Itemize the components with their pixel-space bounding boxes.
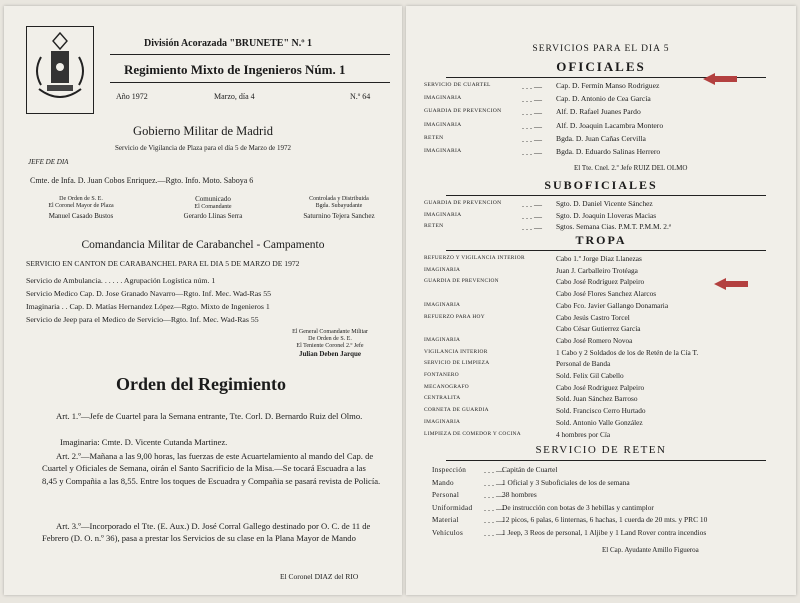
- tropa-heading: TROPA: [575, 233, 627, 247]
- issue-year: Año 1972: [116, 92, 148, 101]
- service-role: GUARDIA DE PREVENCION: [424, 278, 499, 285]
- service-assignee: Cabo José Rodríguez Palpeiro: [556, 277, 645, 287]
- service-role: RETEN: [424, 223, 444, 229]
- service-role: Mando: [432, 478, 454, 487]
- service-role: REFUERZO Y VIGILANCIA INTERIOR: [424, 255, 525, 261]
- service-role: Personal: [432, 491, 460, 500]
- leader-dots: . . . —: [522, 134, 542, 144]
- service-assignee: 38 hombres: [502, 490, 537, 500]
- service-role: Vehículos: [432, 529, 464, 537]
- service-role: IMAGINARIA: [424, 95, 462, 102]
- service-role: REFUERZO PARA HOY: [424, 313, 485, 320]
- service-role: IMAGINARIA: [424, 121, 462, 128]
- services-title: SERVICIOS PARA EL DIA 5: [532, 44, 670, 54]
- orden-art1-imaginaria: Imaginaria: Cmte. D. Vicente Cutanda Martinez.: [60, 437, 228, 447]
- service-assignee: Cabo 1.º Jorge Diaz Llanezas: [556, 254, 642, 263]
- service-assignee: Sold. Francisco Cerro Hurtado: [556, 406, 646, 416]
- comandancia-sign-name: Julian Deben Jarque: [298, 350, 362, 358]
- service-assignee: Alf. D. Joaquin Lacambra Montero: [556, 120, 664, 130]
- service-assignee: Alf. D. Rafael Juanes Pardo: [556, 107, 641, 117]
- service-assignee: Cabo César Gutierrez García: [556, 324, 641, 334]
- orden-art3: Art. 3.º—Incorporado el Tte. (E. Aux.) D. José Corral Gallego destinado por O. C. de 11 de Febrero (D. O. n.º 36), pasa a prestar los Servicios de su clase en la Plana Mayor de Mando: [42, 521, 371, 544]
- leader-dots: . . . —: [522, 121, 542, 131]
- highlight-arrow-icon: [714, 278, 748, 290]
- orden-art1: Art. 1.º—Jefe de Cuartel para la Semana entrante, Tte. Corl. D. Bernardo Ruiz del Olmo.: [56, 411, 363, 421]
- sign2-name: Gerardo Llinas Serra: [183, 212, 243, 220]
- service-assignee: Capitán de Cuartel: [502, 465, 558, 474]
- right-page: [406, 6, 796, 595]
- sign1-top: De Orden de S. E.: [59, 196, 103, 202]
- service-assignee: Sgto. D. Joaquin Lloveras Macias: [556, 210, 657, 220]
- comandancia-line: Imaginaria . . Cap. D. Matías Hernandez López—Rgto. Mixto de Ingenieros 1: [26, 302, 270, 311]
- issue-date: Marzo, día 4: [214, 92, 255, 101]
- service-assignee: Juan J. Carballeiro Trotéaga: [556, 265, 638, 275]
- leader-dots: . . . —: [522, 148, 542, 157]
- service-assignee: Cabo Jesús Castro Torcel: [556, 312, 630, 322]
- service-assignee: Cabo Fco. Javier Gallango Donamaria: [556, 300, 669, 310]
- service-assignee: De instrucción con botas de 3 hebillas y cantimplor: [502, 502, 654, 512]
- service-role: Inspección: [432, 466, 467, 474]
- service-role: IMAGINARIA: [424, 336, 461, 343]
- service-assignee: Cap. D. Fermín Manso Rodriguez: [556, 81, 660, 90]
- leader-dots: . . . —: [522, 223, 542, 232]
- leader-dots: . . . —: [484, 478, 504, 488]
- orden-signature: El Coronel DIAZ del RIO: [280, 572, 359, 581]
- service-assignee: 1 Jeep, 3 Reos de personal, 1 Aljibe y 1 Land Rover contra incendios: [502, 528, 707, 537]
- service-role: Uniformidad: [432, 503, 473, 512]
- jefe-de-dia-heading: JEFE DE DIA: [28, 158, 69, 166]
- service-assignee: Sgtos. Semana Cias. P.M.T. P.M.M. 2.ª: [556, 222, 671, 231]
- reten-heading: SERVICIO DE RETEN: [535, 444, 667, 456]
- sign2-mid: El Comandante: [194, 204, 232, 210]
- service-role: IMAGINARIA: [424, 148, 462, 154]
- leader-dots: . . . —: [522, 95, 542, 105]
- comandancia-line: Servicio de Jeep para el Medico de Servicio—Rgto. Inf. Mec. Wad-Ras 55: [26, 315, 259, 324]
- leader-dots: . . . —: [484, 529, 504, 538]
- highlight-arrow-icon: [703, 73, 737, 85]
- service-role: SERVICIO DE LIMPIEZA: [424, 360, 490, 367]
- orden-title: Orden del Regimiento: [116, 374, 286, 394]
- orden-art2: Art. 2.º—Mañana a las 9,00 horas, las fuerzas de este Acuartelamiento al mando del Cap. de Cuartel y Oficiales de Semana, oirán el Santo Sacrificio de la Misa.—Se tocará Escuadra a las 8,45 y Compañia a las 8,55. Entre los toques de Escuadra y Compañia se pasará revista de Policía.: [42, 451, 381, 486]
- service-assignee: Bgda. D. Juan Cañas Cervilla: [556, 133, 646, 143]
- service-role: GUARDIA DE PREVENCION: [424, 200, 502, 206]
- service-assignee: Sold. Antonio Valle González: [556, 417, 643, 427]
- service-assignee: Cabo José Rodriguez Palpeiro: [556, 382, 645, 392]
- service-role: IMAGINARIA: [424, 266, 461, 273]
- service-role: CORNETA DE GUARDIA: [424, 407, 489, 414]
- sign2-top: Comunicado: [195, 195, 231, 203]
- leader-dots: . . . —: [484, 503, 504, 513]
- oficiales-footer: El Tte. Cnel. 2.º Jefe RUIZ DEL OLMO: [574, 164, 688, 172]
- service-role: IMAGINARIA: [424, 301, 461, 308]
- comandancia-line: Servicio de Ambulancia. . . . . . Agrupación Logística núm. 1: [26, 276, 216, 285]
- service-assignee: Personal de Banda: [556, 359, 611, 369]
- service-role: LIMPIEZA DE COMEDOR Y COCINA: [424, 430, 521, 437]
- sign3-top: Controlada y Distribuida: [309, 196, 369, 202]
- leader-dots: . . . —: [522, 200, 542, 209]
- comandancia-title: Comandancia Militar de Carabanchel - Campamento: [81, 239, 325, 251]
- service-role: GUARDIA DE PREVENCION: [424, 108, 502, 115]
- division-header: División Acorazada "BRUNETE" N.º 1: [144, 38, 313, 49]
- left-page: [4, 6, 402, 595]
- service-role: SERVICIO DE CUARTEL: [424, 82, 491, 88]
- service-assignee: Sold. Juan Sánchez Barroso: [556, 394, 638, 404]
- regiment-title: Regimiento Mixto de Ingenieros Núm. 1: [124, 62, 346, 77]
- service-role: CENTRALITA: [424, 395, 461, 402]
- leader-dots: . . . —: [522, 82, 542, 91]
- service-assignee: 4 hombres por Cía: [556, 429, 611, 439]
- service-role: MECANOGRAFO: [424, 383, 469, 390]
- service-assignee: 12 picos, 6 palas, 6 linternas, 6 hachas, 1 cuerda de 20 mts. y PRC 10: [502, 515, 708, 525]
- reten-footer: El Cap. Ayudante Amillo Figueroa: [602, 546, 699, 554]
- service-assignee: 1 Cabo y 2 Soldados de los de Retén de la Cía T.: [556, 347, 699, 357]
- oficiales-heading: OFICIALES: [556, 59, 646, 74]
- sign1-mid: El Coronel Mayor de Plaza: [48, 203, 114, 209]
- comandancia-line: Servicio Medico Cap. D. Jose Granado Navarro—Rgto. Inf. Mec. Wad-Ras 55: [26, 289, 271, 298]
- service-role: IMAGINARIA: [424, 211, 462, 218]
- service-role: VIGILANCIA INTERIOR: [424, 348, 488, 355]
- service-assignee: Cabo José Flores Sanchez Alarcos: [556, 289, 657, 299]
- service-assignee: Cap. D. Antonio de Cea García: [556, 94, 651, 104]
- leader-dots: . . . —: [484, 491, 504, 501]
- comandancia-sign-top: El General Comandante Militar: [292, 329, 368, 335]
- issue-number: N.º 64: [350, 92, 371, 101]
- sign1-name: Manuel Casado Bustos: [48, 212, 114, 220]
- comandancia-sign-mid: De Orden de S. E.: [308, 336, 352, 342]
- service-assignee: 1 Oficial y 3 Suboficiales de los de semana: [502, 477, 630, 487]
- service-assignee: Bgda. D. Eduardo Salinas Herrero: [556, 147, 661, 156]
- service-role: FONTANERO: [424, 372, 459, 378]
- service-assignee: Sgto. D. Daniel Vicente Sánchez: [556, 199, 653, 208]
- regiment-crest-icon: [26, 26, 94, 114]
- comandancia-sign-mid2: El Teniente Coronel 2.º Jefe: [296, 343, 364, 349]
- leader-dots: . . . —: [522, 211, 542, 221]
- comandancia-subtitle: SERVICIO EN CANTON DE CARABANCHEL PARA EL DIA 5 DE MARZO DE 1972: [26, 259, 300, 268]
- service-assignee: Sold. Felix Gil Cabello: [556, 371, 624, 380]
- leader-dots: . . . —: [484, 466, 504, 475]
- leader-dots: . . . —: [484, 516, 504, 526]
- service-assignee: Cabo José Romero Novoa: [556, 335, 633, 345]
- leader-dots: . . . —: [522, 108, 542, 118]
- service-role: RETEN: [424, 134, 444, 141]
- jefe-de-dia-line: Cmte. de Infa. D. Juan Cobos Enriquez.—Rgto. Info. Moto. Saboya 6: [30, 176, 254, 185]
- sign3-name: Saturnino Tejera Sanchez: [303, 212, 375, 220]
- service-role: IMAGINARIA: [424, 418, 461, 425]
- gobierno-title: Gobierno Militar de Madrid: [133, 124, 273, 138]
- sign3-mid: Bgda. Subayudante: [315, 203, 363, 209]
- service-role: Material: [432, 516, 459, 525]
- suboficiales-heading: SUBOFICIALES: [544, 178, 658, 192]
- gobierno-subtitle: Servicio de Vigilancia de Plaza para el día 5 de Marzo de 1972: [115, 144, 291, 152]
